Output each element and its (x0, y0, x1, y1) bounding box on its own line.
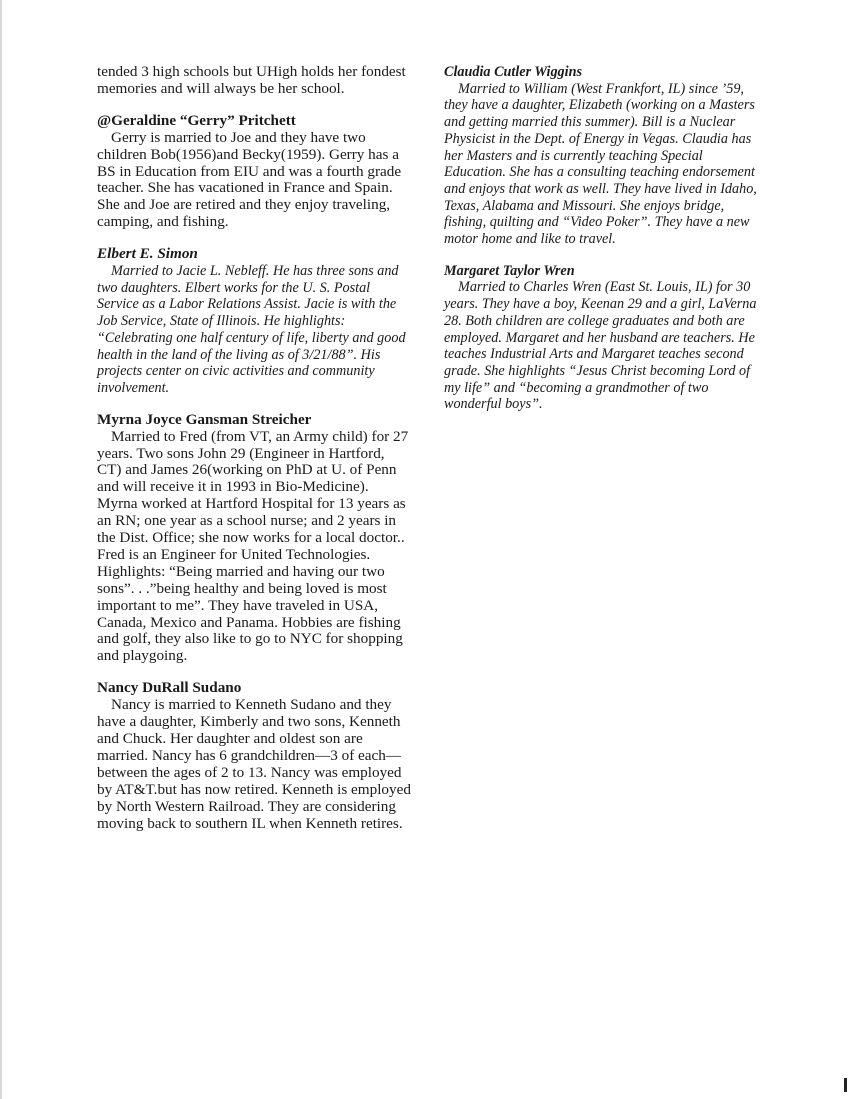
entry-myrna-streicher (97, 412, 412, 666)
continuation-text: tended 3 high schools but UHigh holds her fondest memories and will always be her school. (97, 63, 406, 97)
entry-name: Myrna Joyce Gansman Streicher (97, 410, 312, 428)
scan-edge-mark (844, 1078, 847, 1092)
entry-nancy-sudano (97, 680, 412, 832)
entry-claudia-wiggins (444, 64, 759, 248)
entry-margaret-wren (444, 263, 759, 413)
entry-name: Elbert E. Simon (97, 245, 198, 263)
entry-name: Claudia Cutler Wiggins (444, 64, 582, 80)
continuation-paragraph (97, 64, 412, 98)
entry-text: Married to Charles Wren (East St. Louis, IL) for 30 years. They have a boy, Keenan 29 and a girl, LaVerna 28. Both children are college graduates and both are employed. Margaret and her husband are teachers. He teaches Industrial Arts and Margaret teaches second grade. She highlights “Jesus Christ becoming Lord of my life” and “becoming a grandmother of two wonderful boys”. (444, 279, 757, 413)
left-column (97, 64, 412, 847)
entry-text: Married to Fred (from VT, an Army child) for 27 years. Two sons John 29 (Engineer in Hartford, CT) and James 26(working on PhD at U. of Penn and will receive it in 1993 in Bio-Medicine). Myrna worked at Hartford Hospital for 13 years as an RN; one year as a school nurse; and 2 years in the Dist. Office; she now works for a local doctor.. Fred is an Engineer for United Technologies. Highlights: “Being married and having our two sons”. . .”being healthy and being loved is most important to me”. They have traveled in USA, Canada, Mexico and Panama. Hobbies are fishing and golf, they also like to go to NYC for shopping and playgoing. (97, 427, 409, 665)
page-edge-shadow (0, 0, 2, 1099)
entry-name: Margaret Taylor Wren (444, 262, 575, 279)
entry-text: Married to Jacie L. Nebleff. He has three sons and two daughters. Elbert works for the U. S. Postal Service as a Labor Relations Assist. Jacie is with the Job Service, State of Illinois. He highlights: “Celebrating one half century of life, liberty and good health in the land of the living as of 3/21/88”. His projects center on civic activities and community involvement. (97, 263, 406, 396)
entry-text: Gerry is married to Joe and they have two children Bob(1956)and Becky(1959). Gerry has a BS in Education from EIU and was a fourth grade teacher. She has vacationed in France and Spain. She and Joe are retired and they enjoy traveling, camping, and fishing. (97, 128, 402, 231)
entry-name: @Geraldine “Gerry” Pritchett (97, 111, 296, 129)
entry-elbert-simon (97, 246, 412, 397)
right-column (444, 64, 759, 428)
entry-text: Married to William (West Frankfort, IL) since ’59, they have a daughter, Elizabeth (working on a Masters and getting married this summer). Bill is a Nuclear Physicist in the Dept. of Energy in Vegas. Claudia has her Masters and is currently teaching Special Education. She has a consulting teaching endorsement and enjoys that work as well. They have lived in Idaho, Texas, Alabama and Missouri. She enjoys bridge, fishing, quilting and “Video Poker”. They have a new motor home and like to travel. (444, 80, 757, 248)
entry-text: Nancy is married to Kenneth Sudano and they have a daughter, Kimberly and two sons, Kenneth and Chuck. Her daughter and oldest son are married. Nancy has 6 grandchildren—3 of each—between the ages of 2 to 13. Nancy was employed by AT&T.but has now retired. Kenneth is employed by North Western Railroad. They are considering moving back to southern IL when Kenneth retires. (97, 696, 411, 832)
entry-name: Nancy DuRall Sudano (97, 679, 242, 697)
entry-geraldine-pritchett (97, 113, 412, 231)
